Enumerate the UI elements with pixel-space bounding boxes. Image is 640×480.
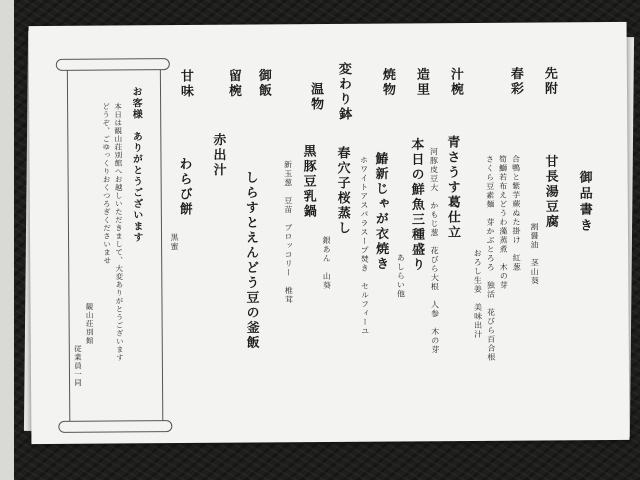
course-details-shunsai-1: 合鴨と紫芋蕨ぬた掛け 紅葱: [511, 154, 522, 272]
course-details-yakimono: ホワイトアスパラスープ焚き セルフィーユ: [359, 155, 370, 336]
course-details-shiruwan: 河豚皮豆大 かもじ葱 花びら大根 人参 木の芽: [429, 147, 440, 355]
signature-place: 観山荘別館: [84, 302, 95, 346]
course-details-tsukuri: あしらい他: [396, 253, 406, 299]
course-details-sakizuke: 割醤油 茎山葵: [529, 222, 540, 286]
course-dish-tsukuri: 本日の鮮魚三種盛り: [408, 137, 425, 273]
greeting-salutation: お客様 ありがとうございます: [129, 86, 143, 244]
scroll-curl-bottom: [58, 420, 172, 433]
course-details-shunsai-4: おろし生姜 美味出汁: [473, 248, 483, 339]
scroll-curl-top: [56, 58, 170, 71]
menu-title: 御品書き: [576, 170, 593, 235]
placemat-edge: [0, 0, 14, 480]
course-heading-onmono: 温物: [307, 82, 324, 113]
course-heading-yakimono: 焼物: [379, 67, 396, 98]
signature-staff: 従業員一同: [73, 344, 83, 388]
course-heading-tomewan: 留椀: [225, 68, 242, 99]
greeting-line-1: 本日は観山荘別館へお越しいただきまして、大変ありがとうございます: [113, 102, 125, 362]
greeting-line-2: どうぞ、ごゆっくりおくつろぎくださいませ: [101, 102, 112, 265]
course-heading-sakizuke: 先附: [541, 66, 558, 97]
menu-sheet: [29, 22, 630, 444]
course-dish-tomewan: 赤出汁: [210, 132, 226, 178]
course-dish-gohan: しらすとえんどう豆の釜飯: [242, 170, 259, 351]
course-heading-shunsai: 春彩: [507, 66, 524, 97]
course-details-kanmi: 黒蜜: [169, 233, 180, 252]
course-dish-kawaribachi: 春穴子桜蒸し: [334, 145, 351, 236]
course-dish-yakimono: 鰆新じゃが衣焼き: [372, 151, 389, 272]
course-heading-tsukuri: 造里: [413, 67, 430, 98]
course-dish-onmono: 黒豚豆乳鍋: [300, 144, 316, 220]
course-heading-shiruwan: 汁椀: [447, 67, 464, 98]
course-heading-kawaribachi: 変わり鉢: [335, 61, 352, 122]
course-dish-shiruwan: 青さうす葛仕立: [444, 135, 461, 241]
course-details-shunsai-3: さくら豆素麺 芽かぶとろろ 独活 花びら百合根: [485, 154, 496, 362]
course-dish-kanmi: わらび餅: [176, 156, 192, 218]
greeting-scroll-frame: [67, 63, 164, 428]
course-details-shunsai-2: 筍鰤若布えどうわ藻蒸煮 木の芽: [498, 154, 509, 290]
course-details-kawaribachi: 銀あん 山葵: [322, 235, 332, 291]
course-heading-kanmi: 甘味: [177, 68, 194, 100]
course-heading-gohan: 御飯: [255, 68, 272, 99]
course-dish-sakizuke: 甘長湯豆腐: [542, 154, 558, 230]
course-details-onmono: 新玉葱 豆苗 ブロッコリー 椎茸: [283, 160, 294, 305]
